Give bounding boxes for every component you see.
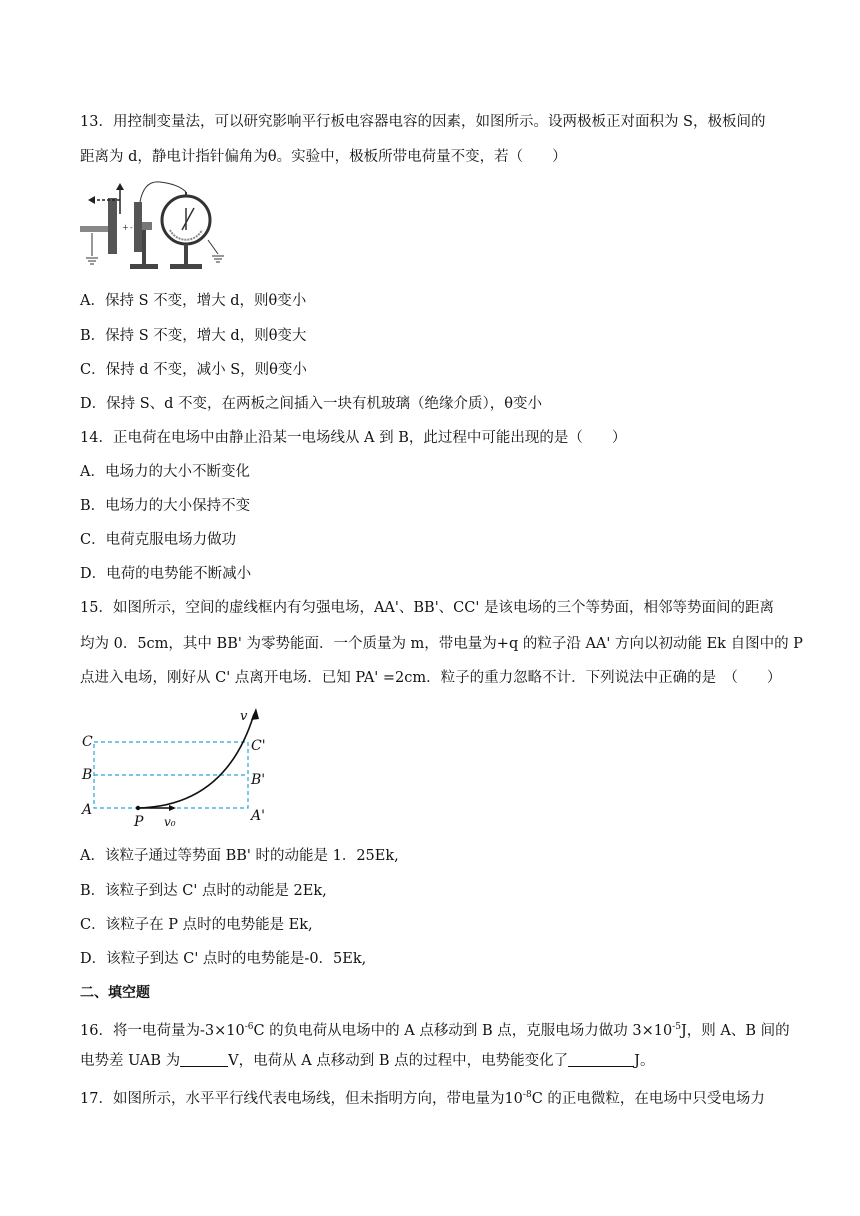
q16-exponent-1: -6 [244, 1022, 254, 1032]
q14-stem: 14．正电荷在电场中由静止沿某一电场线从 A 到 B，此过程中可能出现的是（ ） [80, 430, 627, 446]
q16-text-1: 16．将一电荷量为-3×10 [80, 1022, 245, 1039]
q15-option-a: A．该粒子通过等势面 BB' 时的动能是 1．25Ek, [80, 848, 399, 864]
q15-stem-line3: 点进入电场，刚好从 C' 点离开电场．已知 PA' =2cm．粒子的重力忽略不计．下列说法中正确的是 （ ） [80, 670, 782, 686]
section-fill-in-heading: 二、填空题 [80, 985, 150, 1001]
particle-trajectory [138, 714, 254, 808]
label-v: v [240, 709, 248, 724]
q17-text-1: 17．如图所示，水平平行线代表电场线，但未指明方向，带电量为10 [80, 1090, 523, 1107]
equipotential-field-figure [76, 706, 276, 832]
q14-option-a: A．电场力的大小不断变化 [80, 464, 250, 480]
q15-option-b: B．该粒子到达 C' 点时的动能是 2Ek, [80, 883, 327, 899]
q16-exponent-2: -5 [672, 1022, 681, 1032]
capacitor-electrometer-figure [78, 178, 228, 274]
q16-stem-line2 [80, 1051, 655, 1071]
q14-option-d: D．电荷的电势能不断减小 [80, 566, 252, 582]
q17-exponent: -8 [522, 1090, 532, 1100]
q14-option-c: C．电荷克服电场力做功 [80, 532, 237, 548]
q16-text-2: C 的负电荷从电场中的 A 点移动到 B 点，克服电场力做功 3×10 [253, 1022, 673, 1039]
label-a-prime: A' [251, 808, 265, 824]
label-p: P [134, 814, 144, 830]
q13-option-a: A．保持 S 不变，增大 d，则θ变小 [80, 293, 307, 309]
q16-text-5: V，电荷从 A 点移动到 B 点的过程中，电势能变化了 [228, 1053, 569, 1069]
q13-stem-line1: 13．用控制变量法，可以研究影响平行板电容器电容的因素，如图所示。设两极板正对面积为 S，极板间的 [80, 114, 766, 130]
label-c: C [82, 734, 93, 750]
q14-option-b: B．电场力的大小保持不变 [80, 498, 251, 514]
svg-text:-: - [130, 223, 133, 232]
q16-text-6: J。 [634, 1053, 655, 1069]
q15-stem-line1: 15．如图所示，空间的虚线框内有匀强电场，AA'、BB'、CC' 是该电场的三个等势面，相邻等势面间的距离 [80, 600, 774, 616]
q16-answer-blank-2[interactable] [568, 1052, 634, 1067]
q13-option-d: D．保持 S、d 不变，在两板之间插入一块有机玻璃（绝缘介质），θ变小 [80, 396, 543, 412]
q15-option-d: D．该粒子到达 C' 点时的电势能是-0．5Ek, [80, 951, 367, 967]
q13-option-c: C．保持 d 不变，减小 S，则θ变小 [80, 362, 307, 378]
q13-stem-line2: 距离为 d，静电计指针偏角为θ。实验中，极板所带电荷量不变，若（ ） [80, 149, 567, 165]
q13-option-b: B．保持 S 不变，增大 d，则θ变大 [80, 328, 307, 344]
svg-text:+: + [122, 223, 129, 232]
q16-stem-line1 [80, 1017, 790, 1041]
q16-answer-blank-1[interactable] [180, 1052, 228, 1067]
label-v0: v₀ [164, 815, 176, 829]
q17-stem-line1 [80, 1085, 765, 1109]
q15-option-c: C．该粒子在 P 点时的电势能是 Ek, [80, 917, 313, 933]
label-b: B [82, 767, 93, 783]
label-c-prime: C' [251, 738, 266, 754]
q15-stem-line2: 均为 0．5cm，其中 BB' 为零势能面．一个质量为 m，带电量为+q 的粒子沿 AA' 方向以初动能 Ek 自图中的 P [80, 636, 803, 652]
label-b-prime: B' [251, 772, 266, 788]
label-a: A [82, 802, 93, 818]
q16-text-3: J，则 A、B 间的 [680, 1022, 790, 1039]
q16-text-4: 电势差 UAB 为 [80, 1053, 181, 1069]
q17-text-2: C 的正电微粒，在电场中只受电场力 [531, 1090, 765, 1107]
